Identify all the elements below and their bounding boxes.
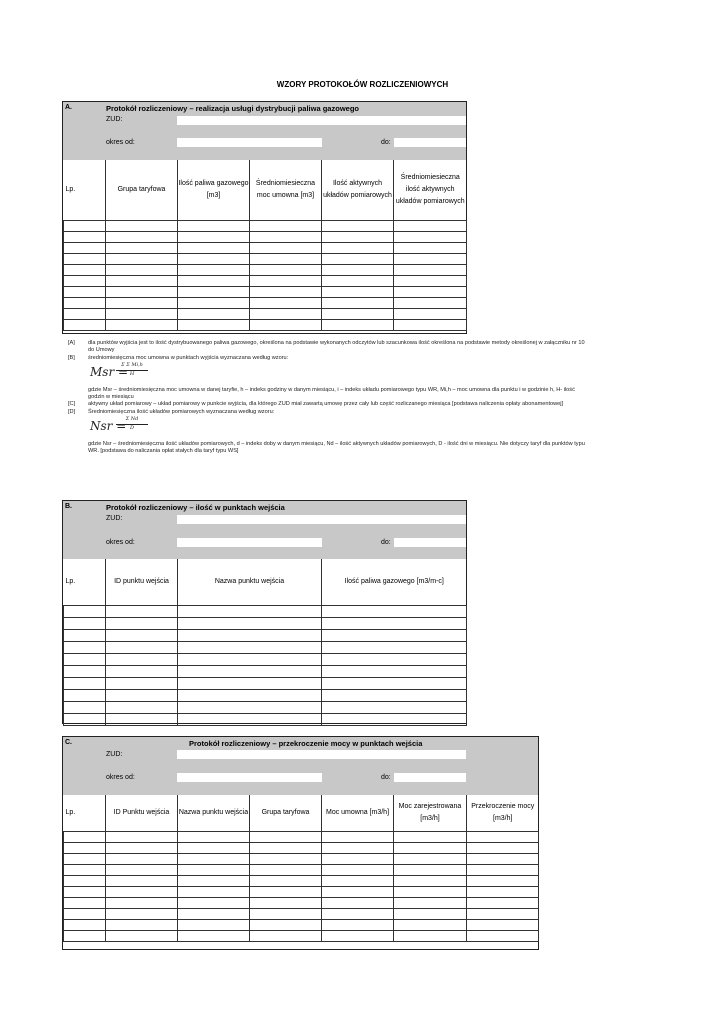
table-row: [64, 319, 467, 330]
table-cell[interactable]: [467, 831, 539, 842]
table-cell[interactable]: [250, 930, 322, 941]
table-cell[interactable]: [322, 875, 394, 886]
table-cell[interactable]: [106, 875, 178, 886]
formula-n-numerator: Σ Nd: [116, 416, 148, 425]
table-cell[interactable]: [64, 886, 106, 897]
table-cell[interactable]: [250, 842, 322, 853]
table-cell[interactable]: [106, 242, 178, 253]
table-row: [64, 897, 539, 908]
table-cell[interactable]: [467, 853, 539, 864]
table-cell[interactable]: [64, 319, 106, 330]
section-c-table: [63, 795, 539, 942]
col-lp: Lp.: [64, 795, 106, 831]
table-cell[interactable]: [322, 864, 394, 875]
table-cell[interactable]: [106, 831, 178, 842]
table-row: [64, 665, 467, 677]
table-cell[interactable]: [178, 897, 250, 908]
table-cell[interactable]: [178, 853, 250, 864]
zud-field[interactable]: [177, 116, 466, 125]
page-title: WZORY PROTOKOŁÓW ROZLICZENIOWYCH: [276, 80, 449, 89]
section-c: [62, 736, 539, 950]
table-cell[interactable]: [467, 864, 539, 875]
table-cell[interactable]: [394, 231, 467, 242]
note-n-explain: [68, 441, 588, 456]
table-cell[interactable]: [106, 641, 178, 653]
table-cell[interactable]: [250, 253, 322, 264]
table-cell[interactable]: [106, 701, 178, 713]
table-cell[interactable]: [178, 605, 322, 617]
note-b-tag: [B]: [68, 354, 75, 361]
section-a-letter: A.: [65, 104, 72, 111]
table-row: [64, 617, 467, 629]
table-cell[interactable]: [106, 297, 178, 308]
table-cell[interactable]: [394, 831, 467, 842]
table-cell[interactable]: [322, 908, 394, 919]
table-cell[interactable]: [322, 831, 394, 842]
table-cell[interactable]: [250, 242, 322, 253]
table-cell[interactable]: [467, 930, 539, 941]
table-cell[interactable]: [178, 875, 250, 886]
table-cell[interactable]: [64, 286, 106, 297]
note-m-explain: [68, 387, 588, 402]
table-cell[interactable]: [250, 897, 322, 908]
table-cell[interactable]: [106, 853, 178, 864]
table-row: [64, 842, 539, 853]
table-cell[interactable]: [178, 689, 322, 701]
note-a: [68, 340, 588, 355]
table-cell[interactable]: [322, 842, 394, 853]
table-cell[interactable]: [64, 275, 106, 286]
table-cell[interactable]: [250, 220, 322, 231]
table-cell[interactable]: [394, 220, 467, 231]
table-cell[interactable]: [322, 605, 467, 617]
col-registered-power: Moc zarejestrowana [m3/h]: [394, 795, 467, 831]
table-cell[interactable]: [322, 286, 394, 297]
note-d: [68, 409, 588, 416]
col-entry-name: Nazwa punktu wejścia: [178, 795, 250, 831]
col-avg-contract-power: Średniomiesieczna moc umowna [m3]: [250, 160, 322, 220]
formula-m-numerator: Σ Σ Mi,h: [116, 362, 148, 371]
table-cell[interactable]: [106, 629, 178, 641]
table-cell[interactable]: [178, 297, 250, 308]
table-cell[interactable]: [250, 919, 322, 930]
table-row: [64, 701, 467, 713]
table-row: [64, 220, 467, 231]
table-row: [64, 831, 539, 842]
table-cell[interactable]: [322, 713, 467, 725]
period-from-label: okres od:: [106, 139, 135, 146]
table-cell[interactable]: [106, 253, 178, 264]
note-d-text: Średniomiesięczna ilość układów pomiarowych wyznaczana według wzoru:: [88, 408, 275, 415]
note-d-tag: [D]: [68, 408, 76, 415]
table-cell[interactable]: [322, 297, 394, 308]
formula-n: [90, 416, 588, 441]
table-cell[interactable]: [178, 919, 250, 930]
table-row: [64, 713, 467, 725]
period-from-field[interactable]: [177, 773, 322, 782]
note-b-text: średniomiesięczna moc umowna w punktach wyjścia wyznaczana według wzoru:: [88, 354, 289, 361]
table-cell[interactable]: [394, 308, 467, 319]
table-cell[interactable]: [322, 930, 394, 941]
table-cell[interactable]: [250, 264, 322, 275]
table-cell[interactable]: [106, 919, 178, 930]
col-avg-active-meters: Średniomiesieczna ilość aktywnych układów pomiarowych: [394, 160, 467, 220]
note-c-text: aktywny układ pomiarowy – układ pomiarowy w punkcie wyjścia, dla którego ZUD miał zawartą umowę przez cały lub część rozliczanego miesiąca [podstawa naliczenia opłaty abonamentowej]: [88, 401, 564, 408]
table-cell[interactable]: [64, 220, 106, 231]
period-from-field[interactable]: [177, 138, 322, 147]
col-entry-id: ID punktu wejścia: [106, 559, 178, 605]
table-cell[interactable]: [178, 286, 250, 297]
table-cell[interactable]: [64, 605, 106, 617]
zud-field[interactable]: [177, 515, 466, 524]
table-cell[interactable]: [178, 253, 250, 264]
table-cell[interactable]: [322, 231, 394, 242]
note-c: [68, 401, 588, 408]
table-cell[interactable]: [394, 875, 467, 886]
zud-label: ZUD:: [106, 751, 123, 758]
notes-block: [68, 340, 588, 456]
period-to-label: do:: [381, 139, 391, 146]
table-cell[interactable]: [64, 231, 106, 242]
table-cell[interactable]: [64, 713, 106, 725]
table-cell[interactable]: [178, 264, 250, 275]
table-cell[interactable]: [250, 275, 322, 286]
table-cell[interactable]: [64, 919, 106, 930]
table-cell[interactable]: [394, 886, 467, 897]
table-cell[interactable]: [106, 264, 178, 275]
table-cell[interactable]: [467, 897, 539, 908]
table-row: [64, 853, 539, 864]
table-cell[interactable]: [178, 641, 322, 653]
col-entry-id: ID Punktu wejścia: [106, 795, 178, 831]
table-cell[interactable]: [106, 231, 178, 242]
table-cell[interactable]: [250, 297, 322, 308]
table-cell[interactable]: [64, 242, 106, 253]
section-a-table: [63, 160, 467, 331]
period-from-field[interactable]: [177, 538, 322, 547]
section-b: [62, 500, 467, 724]
table-cell[interactable]: [178, 665, 322, 677]
formula-n-symbol: Nsr =: [90, 419, 127, 434]
col-power-excess: Przekroczenie mocy [m3/h]: [467, 795, 539, 831]
section-b-letter: B.: [65, 503, 72, 510]
table-cell[interactable]: [394, 919, 467, 930]
table-cell[interactable]: [106, 897, 178, 908]
table-cell[interactable]: [178, 653, 322, 665]
table-cell[interactable]: [106, 908, 178, 919]
table-cell[interactable]: [64, 653, 106, 665]
table-cell[interactable]: [64, 930, 106, 941]
table-cell[interactable]: [64, 253, 106, 264]
table-cell[interactable]: [250, 286, 322, 297]
note-b: [68, 355, 588, 362]
section-b-rows: [64, 605, 467, 725]
table-cell[interactable]: [250, 886, 322, 897]
table-cell[interactable]: [106, 864, 178, 875]
table-cell[interactable]: [394, 253, 467, 264]
table-row: [64, 275, 467, 286]
table-cell[interactable]: [467, 842, 539, 853]
table-cell[interactable]: [106, 689, 178, 701]
table-row: [64, 242, 467, 253]
table-cell[interactable]: [322, 897, 394, 908]
table-cell[interactable]: [106, 886, 178, 897]
table-cell[interactable]: [64, 842, 106, 853]
table-row: [64, 864, 539, 875]
table-cell[interactable]: [250, 864, 322, 875]
table-cell[interactable]: [250, 908, 322, 919]
table-row: [64, 919, 539, 930]
table-cell[interactable]: [178, 713, 322, 725]
table-cell[interactable]: [64, 665, 106, 677]
table-cell[interactable]: [64, 853, 106, 864]
table-cell[interactable]: [178, 842, 250, 853]
section-a-title: Protokół rozliczeniowy – realizacja usługi dystrybucji paliwa gazowego: [106, 104, 359, 113]
table-cell[interactable]: [64, 617, 106, 629]
zud-label: ZUD:: [106, 116, 123, 123]
table-row: [64, 286, 467, 297]
table-cell[interactable]: [178, 308, 250, 319]
table-cell[interactable]: [106, 308, 178, 319]
table-cell[interactable]: [394, 897, 467, 908]
table-cell[interactable]: [178, 864, 250, 875]
section-b-title: Protokół rozliczeniowy – ilość w punktach wejścia: [106, 503, 285, 512]
table-cell[interactable]: [467, 875, 539, 886]
table-row: [64, 641, 467, 653]
table-cell[interactable]: [178, 231, 250, 242]
table-cell[interactable]: [322, 275, 394, 286]
table-cell[interactable]: [467, 886, 539, 897]
table-row: [64, 629, 467, 641]
table-cell[interactable]: [322, 617, 467, 629]
table-cell[interactable]: [250, 319, 322, 330]
table-cell[interactable]: [394, 853, 467, 864]
table-cell[interactable]: [178, 930, 250, 941]
table-cell[interactable]: [322, 701, 467, 713]
table-cell[interactable]: [467, 908, 539, 919]
table-row: [64, 231, 467, 242]
table-cell[interactable]: [322, 264, 394, 275]
note-a-tag: [A]: [68, 340, 75, 346]
table-cell[interactable]: [64, 831, 106, 842]
table-cell[interactable]: [106, 617, 178, 629]
table-cell[interactable]: [106, 713, 178, 725]
period-to-field[interactable]: [394, 773, 466, 782]
section-c-title: Protokół rozliczeniowy – przekroczenie mocy w punktach wejścia: [189, 739, 423, 748]
table-cell[interactable]: [250, 831, 322, 842]
table-cell[interactable]: [467, 919, 539, 930]
col-lp: Lp.: [64, 559, 106, 605]
col-gas-quantity: Ilość paliwa gazowego [m3/m-c]: [322, 559, 467, 605]
note-c-tag: [C]: [68, 401, 76, 408]
table-cell[interactable]: [178, 701, 322, 713]
period-to-label: do:: [381, 774, 391, 781]
table-cell[interactable]: [64, 264, 106, 275]
table-cell[interactable]: [178, 220, 250, 231]
formula-m-fraction: [116, 362, 148, 379]
period-to-field[interactable]: [394, 538, 466, 547]
table-cell[interactable]: [64, 875, 106, 886]
table-cell[interactable]: [106, 930, 178, 941]
table-cell[interactable]: [322, 919, 394, 930]
table-cell[interactable]: [64, 641, 106, 653]
table-row: [64, 264, 467, 275]
table-cell[interactable]: [106, 220, 178, 231]
table-cell[interactable]: [322, 641, 467, 653]
table-row: [64, 297, 467, 308]
table-cell[interactable]: [322, 886, 394, 897]
table-cell[interactable]: [394, 842, 467, 853]
table-cell[interactable]: [322, 308, 394, 319]
period-to-label: do:: [381, 539, 391, 546]
table-cell[interactable]: [322, 653, 467, 665]
table-cell[interactable]: [106, 605, 178, 617]
table-cell[interactable]: [394, 319, 467, 330]
table-cell[interactable]: [106, 286, 178, 297]
table-cell[interactable]: [106, 653, 178, 665]
table-cell[interactable]: [64, 864, 106, 875]
table-cell[interactable]: [394, 242, 467, 253]
table-cell[interactable]: [394, 286, 467, 297]
col-entry-name: Nazwa punktu wejścia: [178, 559, 322, 605]
col-active-meters: Ilość aktywnych układów pomiarowych: [322, 160, 394, 220]
table-cell[interactable]: [250, 231, 322, 242]
table-cell[interactable]: [178, 908, 250, 919]
table-cell[interactable]: [64, 701, 106, 713]
table-cell[interactable]: [106, 842, 178, 853]
table-cell[interactable]: [394, 275, 467, 286]
table-cell[interactable]: [322, 319, 394, 330]
table-cell[interactable]: [322, 689, 467, 701]
table-row: [64, 689, 467, 701]
section-a: [62, 101, 467, 334]
table-cell[interactable]: [178, 617, 322, 629]
table-cell[interactable]: [178, 275, 250, 286]
col-tariff-group: Grupa taryfowa: [250, 795, 322, 831]
table-cell[interactable]: [250, 853, 322, 864]
table-cell[interactable]: [64, 908, 106, 919]
table-cell[interactable]: [178, 319, 250, 330]
zud-field[interactable]: [177, 750, 466, 759]
col-tariff-group: Grupa taryfowa: [106, 160, 178, 220]
period-from-label: okres od:: [106, 774, 135, 781]
table-cell[interactable]: [394, 908, 467, 919]
period-from-label: okres od:: [106, 539, 135, 546]
formula-n-fraction: [116, 416, 148, 433]
zud-label: ZUD:: [106, 515, 123, 522]
table-row: [64, 605, 467, 617]
table-row: [64, 308, 467, 319]
table-cell[interactable]: [322, 629, 467, 641]
table-row: [64, 677, 467, 689]
table-cell[interactable]: [64, 677, 106, 689]
table-cell[interactable]: [394, 930, 467, 941]
table-cell[interactable]: [64, 297, 106, 308]
table-cell[interactable]: [322, 677, 467, 689]
table-cell[interactable]: [178, 886, 250, 897]
table-cell[interactable]: [64, 689, 106, 701]
table-row: [64, 875, 539, 886]
table-row: [64, 653, 467, 665]
table-cell[interactable]: [322, 253, 394, 264]
table-cell[interactable]: [322, 665, 467, 677]
table-row: [64, 930, 539, 941]
section-a-rows: [64, 220, 467, 330]
section-c-letter: C.: [65, 739, 72, 746]
table-cell[interactable]: [322, 853, 394, 864]
table-cell[interactable]: [178, 831, 250, 842]
col-contract-power: Moc umowna [m3/h]: [322, 795, 394, 831]
table-cell[interactable]: [394, 264, 467, 275]
formula-m-symbol: Msr =: [90, 364, 129, 379]
table-cell[interactable]: [64, 629, 106, 641]
col-gas-quantity: Ilość paliwa gazowego [m3]: [178, 160, 250, 220]
formula-m-denominator: H: [129, 371, 135, 378]
table-row: [64, 253, 467, 264]
note-m-explain-text: gdzie Msr – średniomiesięczna moc umowna w danej taryfie, h – indeks godziny w danym miesiącu, i – indeks układu pomiarowego typu WR, Mi,h – moc umowna dla punktu i w godzinie h, H- ilość godzin w miesiącu: [88, 386, 575, 401]
table-cell[interactable]: [106, 677, 178, 689]
note-a-text: dla punktów wyjścia jest to ilość dystrybuowanego paliwa gazowego, określona na podstawie wykonanych odczytów lub szacunkowa ilość określona na podstawie metody określonej w załączniku nr 10 do Umowy: [88, 340, 585, 354]
table-cell[interactable]: [250, 308, 322, 319]
table-cell[interactable]: [394, 297, 467, 308]
period-to-field[interactable]: [394, 138, 466, 147]
formula-n-denominator: D: [129, 425, 134, 432]
table-cell[interactable]: [64, 308, 106, 319]
table-cell[interactable]: [178, 677, 322, 689]
table-cell[interactable]: [250, 875, 322, 886]
table-cell[interactable]: [322, 242, 394, 253]
table-row: [64, 886, 539, 897]
table-cell[interactable]: [64, 897, 106, 908]
table-row: [64, 908, 539, 919]
table-cell[interactable]: [178, 242, 250, 253]
section-c-rows: [64, 831, 539, 941]
table-cell[interactable]: [106, 275, 178, 286]
table-cell[interactable]: [178, 629, 322, 641]
formula-m: [90, 362, 588, 387]
table-cell[interactable]: [106, 319, 178, 330]
table-cell[interactable]: [394, 864, 467, 875]
section-b-table: [63, 559, 467, 726]
table-cell[interactable]: [106, 665, 178, 677]
note-n-explain-text: gdzie Nsr – średniomiesięczna ilość układów pomiarowych, d – indeks doby w danym miesiącu, Nd – ilość aktywnych układów pomiarowych, D - ilość dni w miesiącu. Nie dotyczy taryf dla punktów typu WR. [podstawa do naliczania opłat stałych dla taryf typu WS]: [88, 441, 585, 455]
table-cell[interactable]: [322, 220, 394, 231]
col-lp: Lp.: [64, 160, 106, 220]
